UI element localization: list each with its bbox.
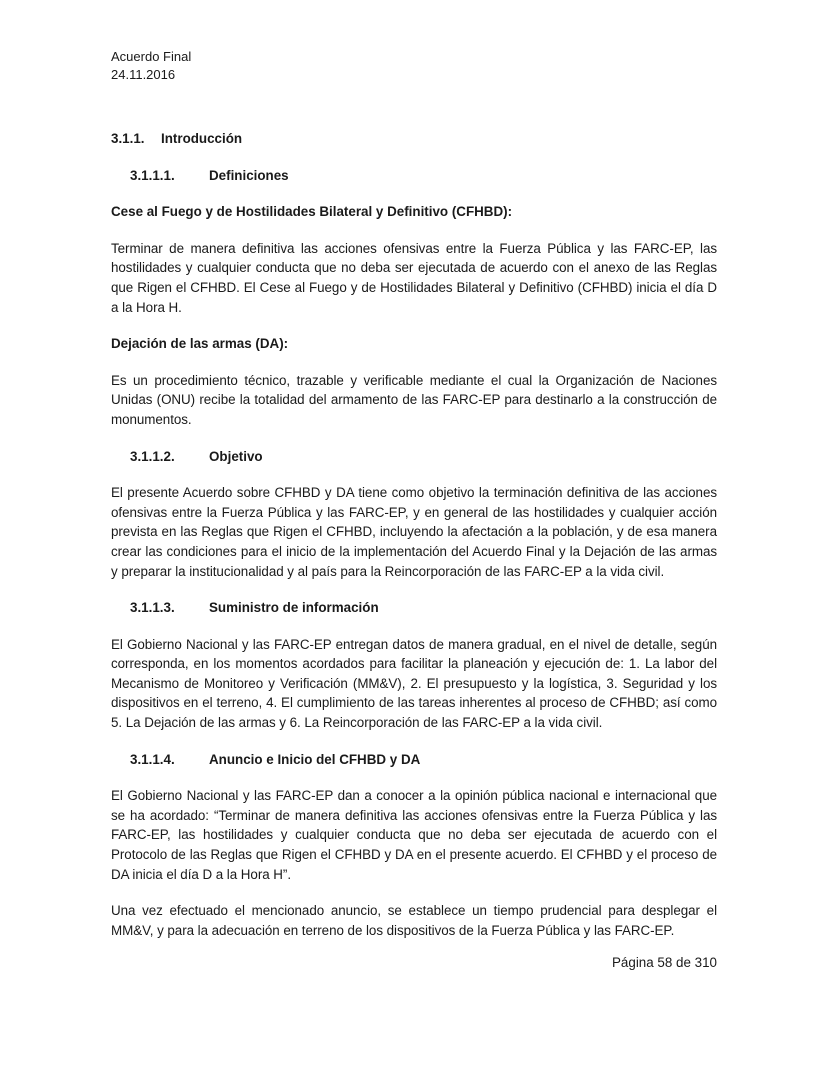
- paragraph-cfhbd-definition: Terminar de manera definitiva las acciones ofensivas entre la Fuerza Pública y las FARC-EP, las hostilidades y cualquier conducta que no deba ser ejecutada de acuerdo con el anexo de las Reglas que Rigen el CFHBD. El Cese al Fuego y de Hostilidades Bilateral y Definitivo (CFHBD) inicia el día D a la Hora H.: [111, 240, 717, 315]
- subsection-number: 3.1.1.3.: [130, 600, 175, 616]
- subsection-number: 3.1.1.4.: [130, 751, 175, 767]
- subsection-heading-definiciones: [130, 166, 717, 186]
- paragraph-objetivo: El presente Acuerdo sobre CFHBD y DA tiene como objetivo la terminación definitiva de las acciones ofensivas entre la Fuerza Pública y las FARC-EP, y en general de las hostilidades y cualquier acción prevista en las Reglas que Rigen el CFHBD, incluyendo la afectación a la población, y de esa manera crear las condiciones para el inicio de la implementación del Acuerdo Final y la Dejación de las armas y preparar la institucionalidad y al país para la Reincorporación de las FARC-EP a la vida civil.: [111, 485, 717, 579]
- section-heading: [111, 129, 717, 149]
- document-date: 24.11.2016: [111, 67, 176, 82]
- section-number: 3.1.1.: [111, 131, 145, 146]
- paragraph-anuncio-2: Una vez efectuado el mencionado anuncio, se establece un tiempo prudencial para desplegar el MM&V, y para la adecuación en terreno de los dispositivos de la Fuerza Pública y las FARC-EP.: [111, 903, 717, 938]
- subsection-title: Anuncio e Inicio del CFHBD y DA: [209, 751, 421, 767]
- subsection-title: Objetivo: [209, 448, 263, 464]
- subsection-title: Suministro de información: [209, 600, 379, 616]
- subsection-number: 3.1.1.1.: [130, 167, 175, 183]
- section-title: Introducción: [161, 131, 243, 146]
- term-heading-cfhbd: Cese al Fuego y de Hostilidades Bilateral y Definitivo (CFHBD):: [111, 204, 513, 220]
- paragraph-anuncio-1: El Gobierno Nacional y las FARC-EP dan a conocer a la opinión pública nacional e internacional que se ha acordado: “Terminar de manera definitiva las acciones ofensivas entre la Fuerza Pública y las FARC-EP, las hostilidades y cualquier conducta que no deba ser ejecutada de acuerdo con el Protocolo de las Reglas que Rigen el CFHBD y DA en el presente acuerdo. El CFHBD y el proceso de DA inicia el día D a la Hora H”.: [111, 788, 717, 882]
- subsection-heading-objetivo: [130, 447, 717, 467]
- page-number: Página 58 de 310: [612, 955, 717, 970]
- subsection-title: Definiciones: [209, 167, 289, 183]
- term-heading-da: Dejación de las armas (DA):: [111, 336, 289, 352]
- paragraph-suministro: El Gobierno Nacional y las FARC-EP entregan datos de manera gradual, en el nivel de detalle, según corresponda, en los momentos acordados para facilitar la planeación y ejecución de: 1. La labor del Mecanismo de Monitoreo y Verificación (MM&V), 2. El presupuesto y la logística, 3. Seguridad y los dispositivos en el terreno, 4. El cumplimiento de las tareas inherentes al proceso de CFHBD; así como 5. La Dejación de las armas y 6. La Reincorporación de las FARC-EP a la vida civil.: [111, 636, 717, 731]
- paragraph-da-definition: Es un procedimiento técnico, trazable y verificable mediante el cual la Organización de Naciones Unidas (ONU) recibe la totalidad del armamento de las FARC-EP para destinarlo a la construcción de monumentos.: [111, 372, 717, 427]
- subsection-heading-suministro: [130, 598, 717, 618]
- subsection-number: 3.1.1.2.: [130, 448, 175, 464]
- document-header: [111, 48, 191, 84]
- document-body: [111, 129, 717, 957]
- document-title: Acuerdo Final: [111, 49, 192, 64]
- subsection-heading-anuncio: [130, 750, 717, 770]
